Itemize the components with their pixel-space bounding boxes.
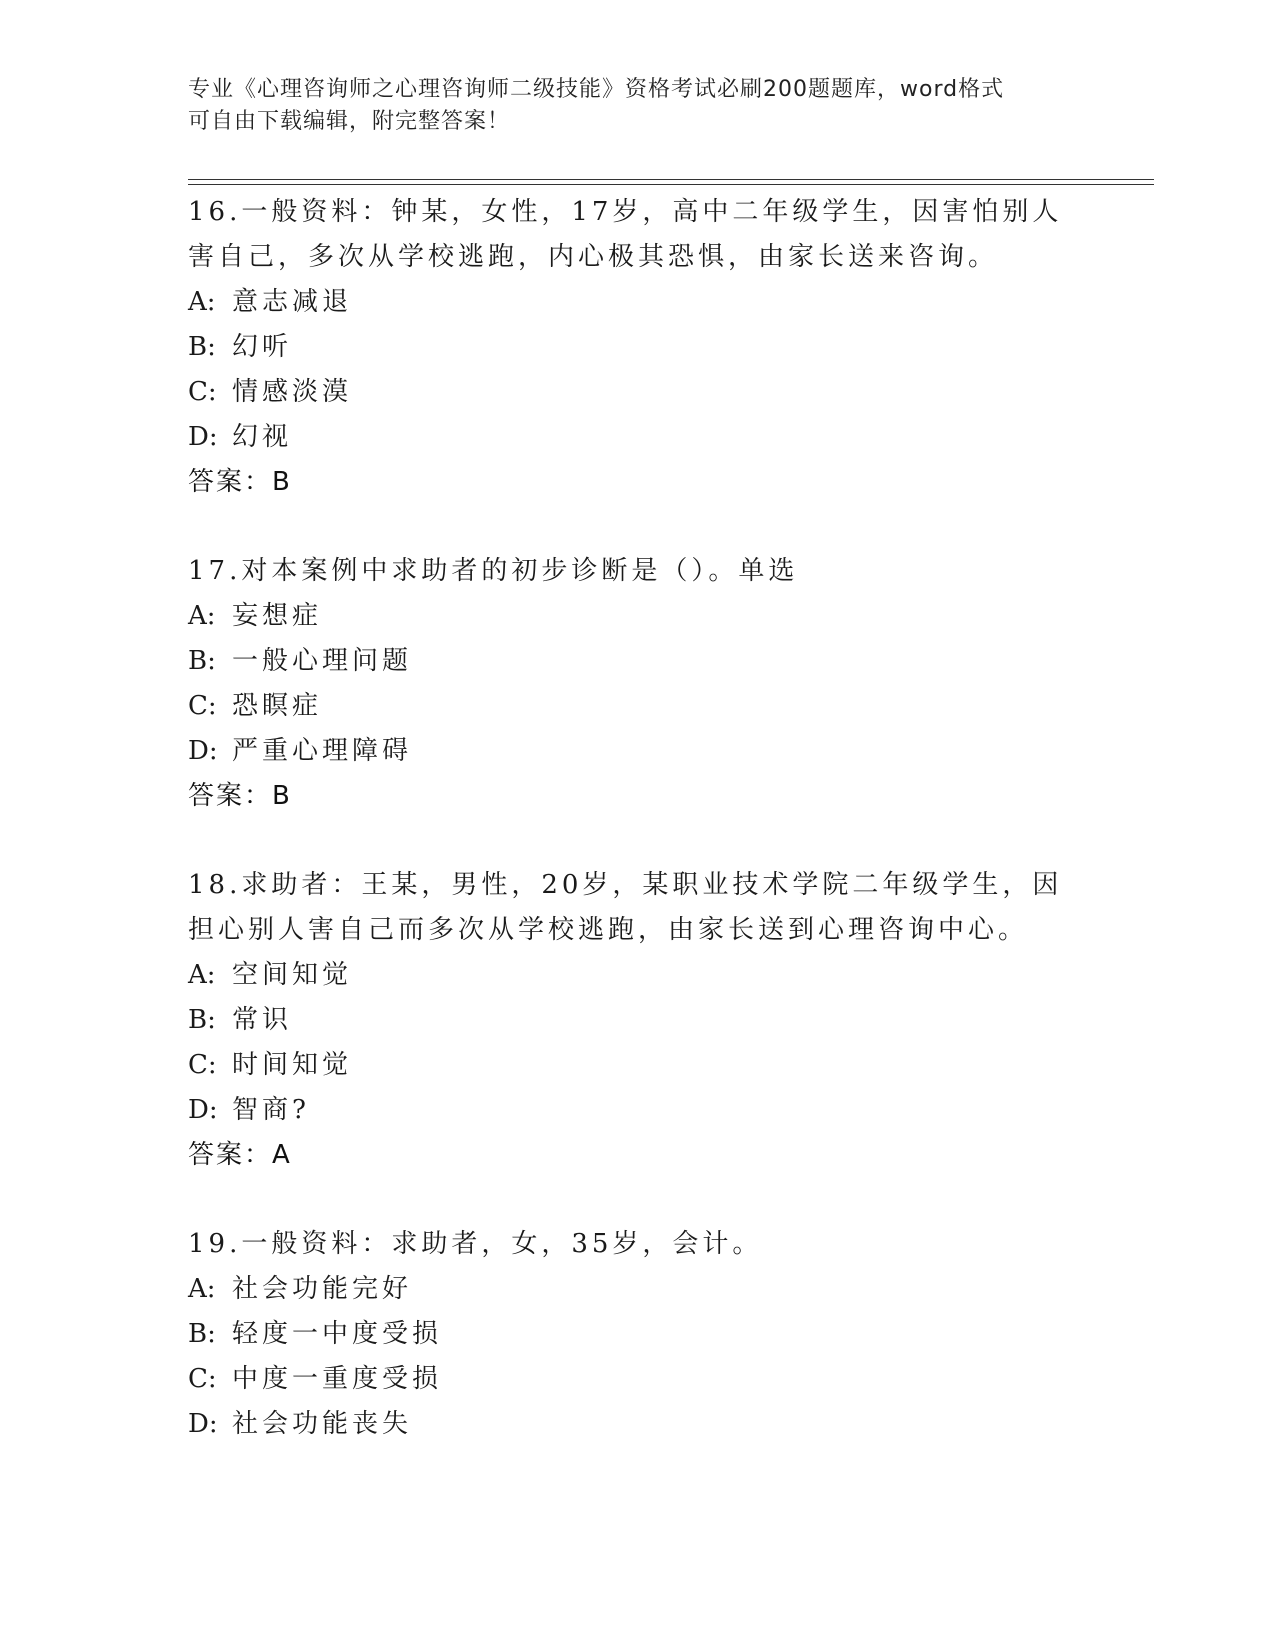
option-text: 幻视 <box>232 422 293 452</box>
option-a <box>188 594 1088 639</box>
option-letter: C: <box>188 691 217 721</box>
option-d <box>188 1402 1088 1447</box>
option-b <box>188 1312 1088 1357</box>
question-stem: 17.对本案例中求助者的初步诊断是（）。单选 <box>188 556 799 586</box>
option-text: 严重心理障碍 <box>232 736 413 766</box>
option-a <box>188 280 1088 325</box>
option-letter: B: <box>188 1319 216 1349</box>
question-16 <box>188 190 1088 505</box>
option-letter: D: <box>188 1409 218 1439</box>
option-b <box>188 639 1088 684</box>
option-d <box>188 1088 1088 1133</box>
option-text: 妄想症 <box>232 601 323 631</box>
option-text: 时间知觉 <box>232 1050 353 1080</box>
option-text: 社会功能丧失 <box>232 1409 413 1439</box>
option-text: 轻度一中度受损 <box>232 1319 443 1349</box>
question-19 <box>188 1222 1088 1447</box>
option-c <box>188 1357 1088 1402</box>
answer-line: 答案：B <box>188 781 292 811</box>
option-letter: D: <box>188 422 218 452</box>
option-text: 智商? <box>232 1095 310 1125</box>
option-text: 中度一重度受损 <box>232 1364 443 1394</box>
option-b <box>188 998 1088 1043</box>
question-18 <box>188 863 1088 1178</box>
option-letter: C: <box>188 1364 217 1394</box>
header-line-2: 可自由下载编辑，附完整答案！ <box>188 109 511 134</box>
option-letter: B: <box>188 332 216 362</box>
option-text: 意志减退 <box>232 287 353 317</box>
header-divider-top <box>188 179 1154 180</box>
option-a <box>188 1267 1088 1312</box>
option-letter: C: <box>188 377 217 407</box>
option-text: 空间知觉 <box>232 960 353 990</box>
option-b <box>188 325 1088 370</box>
option-text: 常识 <box>232 1005 293 1035</box>
option-letter: D: <box>188 736 218 766</box>
option-text: 一般心理问题 <box>232 646 413 676</box>
question-stem: 16.一般资料：钟某，女性，17岁，高中二年级学生，因害怕别人害自己，多次从学校逃跑，内心极其恐惧，由家长送来咨询。 <box>188 197 1063 272</box>
option-letter: A: <box>188 287 216 317</box>
option-c <box>188 1043 1088 1088</box>
option-d <box>188 415 1088 460</box>
option-d <box>188 729 1088 774</box>
option-text: 恐瞑症 <box>232 691 323 721</box>
option-letter: C: <box>188 1050 217 1080</box>
answer-line: 答案：B <box>188 467 292 497</box>
option-a <box>188 953 1088 998</box>
option-letter: A: <box>188 601 216 631</box>
option-letter: B: <box>188 1005 216 1035</box>
question-stem: 18.求助者：王某，男性，20岁，某职业技术学院二年级学生，因担心别人害自己而多次从学校逃跑，由家长送到心理咨询中心。 <box>188 870 1063 945</box>
question-stem: 19.一般资料：求助者，女，35岁，会计。 <box>188 1229 763 1259</box>
question-17 <box>188 549 1088 819</box>
option-letter: A: <box>188 1274 216 1304</box>
header-line-1: 专业《心理咨询师之心理咨询师二级技能》资格考试必刷200题题库，word格式 <box>188 77 1005 102</box>
option-c <box>188 684 1088 729</box>
option-text: 幻听 <box>232 332 293 362</box>
header-divider-bottom <box>188 184 1154 185</box>
option-text: 情感淡漠 <box>232 377 353 407</box>
option-text: 社会功能完好 <box>232 1274 413 1304</box>
option-letter: B: <box>188 646 216 676</box>
option-letter: D: <box>188 1095 218 1125</box>
question-list <box>188 190 1088 1491</box>
option-c <box>188 370 1088 415</box>
answer-line: 答案：A <box>188 1140 292 1170</box>
option-letter: A: <box>188 960 216 990</box>
document-header <box>188 74 1068 138</box>
